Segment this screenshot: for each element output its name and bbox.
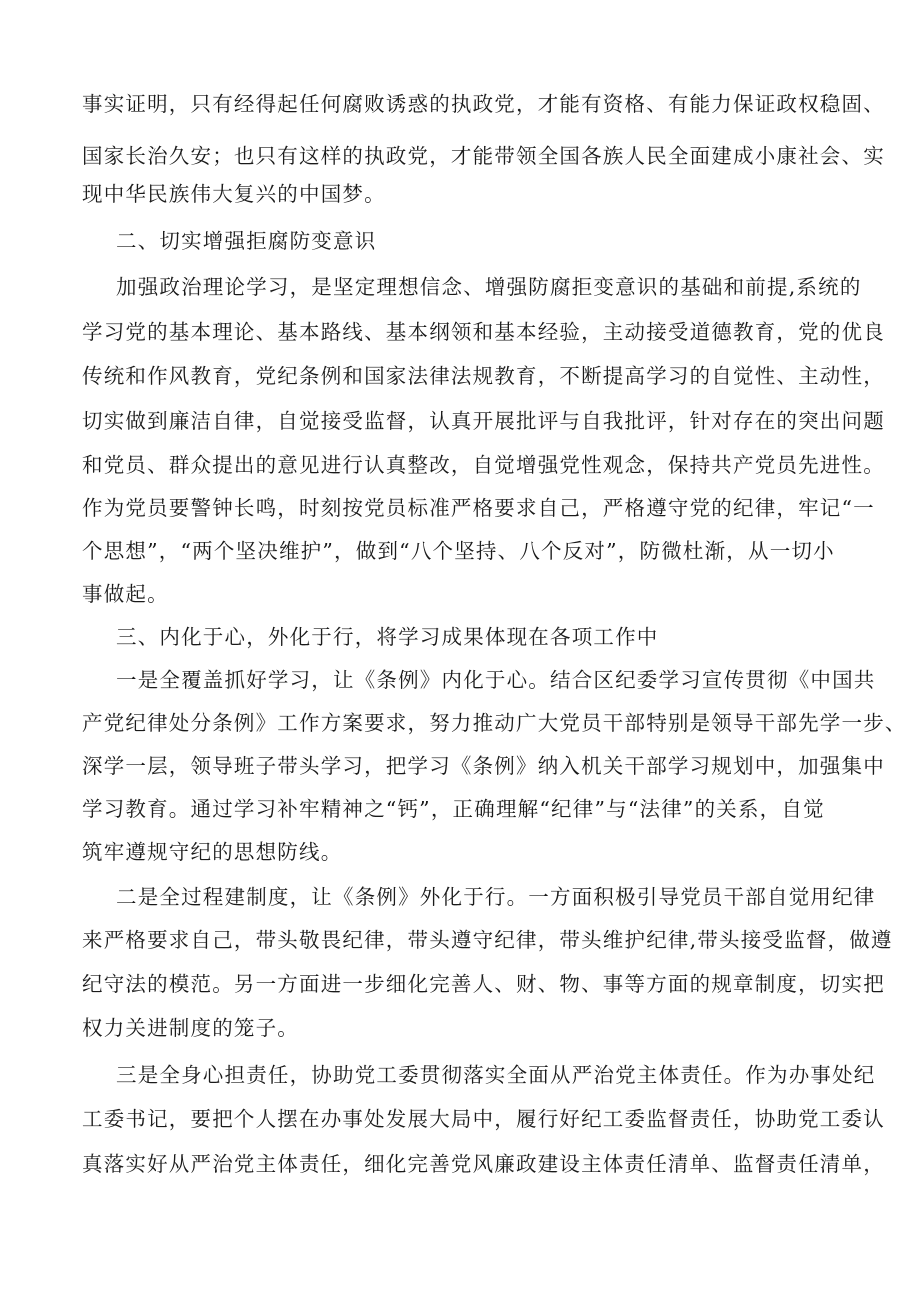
text-line: 加强政治理论学习，是坚定理想信念、增强防腐拒变意识的基础和前提,系统的 [116, 275, 862, 299]
text-line: 学习教育。通过学习补牢精神之“钙”，正确理解“纪律”与“法律”的关系，自觉 [82, 797, 825, 821]
text-line: 事做起。 [82, 582, 169, 606]
text-line: 和党员、群众提出的意见进行认真整改，自觉增强党性观念，保持共产党员先进性。 [82, 453, 885, 477]
text-line: 筑牢遵规守纪的思想防线。 [82, 840, 343, 864]
text-line: 事实证明，只有经得起任何腐败诱惑的执政党，才能有资格、有能力保证政权稳固、 [82, 92, 885, 116]
text-line: 产党纪律处分条例》工作方案要求，努力推动广大党员干部特别是领导干部先学一步、 [82, 711, 907, 735]
section-heading: 二、切实增强拒腐防变意识 [116, 229, 377, 253]
text-line: 工委书记，要把个人摆在办事处发展大局中，履行好纪工委监督责任，协助党工委认 [82, 1107, 885, 1131]
section-heading: 三、内化于心，外化于行，将学习成果体现在各项工作中 [116, 625, 659, 649]
text-line: 真落实好从严治党主体责任，细化完善党风廉政建设主体责任清单、监督责任清单， [82, 1152, 885, 1176]
text-line: 纪守法的模范。另一方面进一步细化完善人、财、物、事等方面的规章制度，切实把 [82, 972, 885, 996]
text-line: 个思想”，“两个坚决维护”，做到“八个坚持、八个反对”，防微杜渐，从一切小 [82, 539, 835, 563]
text-line: 切实做到廉洁自律，自觉接受监督，认真开展批评与自我批评，针对存在的突出问题 [82, 409, 885, 433]
text-line: 权力关进制度的笼子。 [82, 1016, 299, 1040]
text-line: 学习党的基本理论、基本路线、基本纲领和基本经验，主动接受道德教育，党的优良 [82, 320, 885, 344]
text-line: 一是全覆盖抓好学习，让《条例》内化于心。结合区纪委学习宣传贯彻《中国共 [116, 668, 876, 692]
text-line: 三是全身心担责任，协助党工委贯彻落实全面从严治党主体责任。作为办事处纪 [116, 1063, 876, 1087]
text-line: 来严格要求自己，带头敬畏纪律，带头遵守纪律，带头维护纪律,带头接受监督，做遵 [82, 928, 893, 952]
text-line: 现中华民族伟大复兴的中国梦。 [82, 182, 386, 206]
text-line: 国家长治久安；也只有这样的执政党，才能带领全国各族人民全面建成小康社会、实 [82, 144, 885, 168]
text-line: 深学一层，领导班子带头学习，把学习《条例》纳入机关干部学习规划中，加强集中 [82, 754, 885, 778]
text-line: 传统和作风教育，党纪条例和国家法律法规教育，不断提高学习的自觉性、主动性， [82, 364, 885, 388]
text-line: 二是全过程建制度，让《条例》外化于行。一方面积极引导党员干部自觉用纪律 [116, 885, 876, 909]
text-line: 作为党员要警钟长鸣，时刻按党员标准严格要求自己，严格遵守党的纪律，牢记“一 [82, 496, 875, 520]
